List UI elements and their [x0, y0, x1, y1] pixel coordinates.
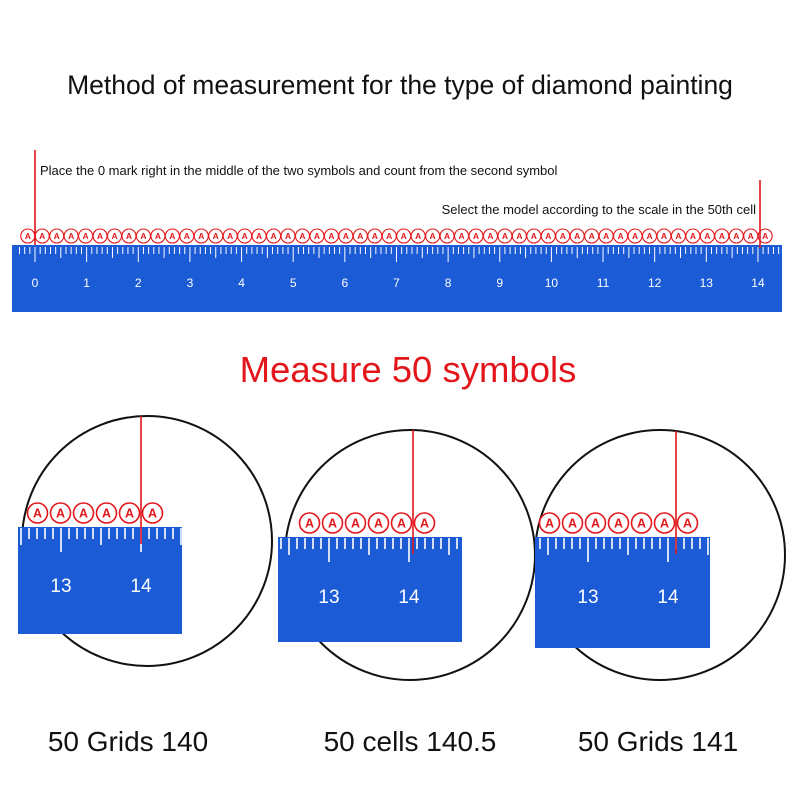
a-symbol [744, 229, 758, 243]
symbol-letter: A [53, 231, 60, 242]
symbol-letter: A [574, 231, 581, 242]
symbol-letter: A [284, 231, 292, 242]
symbol-letter: A [32, 506, 43, 521]
symbol-letter: A [747, 231, 754, 242]
a-symbol [93, 229, 107, 243]
instruction-zero-mark: Place the 0 mark right in the middle of the two symbols and count from the second symbol [40, 163, 558, 178]
a-symbol [469, 229, 483, 243]
a-symbol [729, 229, 743, 243]
symbol-letter: A [68, 231, 75, 242]
symbol-letter: A [256, 231, 263, 242]
symbol-letter: A [147, 506, 158, 521]
symbol-letter: A [270, 231, 277, 242]
a-symbol [715, 229, 729, 243]
symbol-letter: A [415, 231, 422, 242]
symbol-letter: A [357, 231, 364, 242]
ruler-label: 4 [238, 276, 245, 290]
symbol-letter: A [198, 231, 205, 242]
symbol-letter: A [636, 516, 647, 531]
a-symbol [353, 229, 367, 243]
symbol-letter: A [313, 231, 321, 242]
a-symbol [512, 229, 526, 243]
zoom-caption-1: 50 Grids 140 [47, 726, 209, 757]
symbol-letter: A [241, 231, 248, 242]
a-symbol [151, 229, 165, 243]
zoom-views [18, 416, 785, 680]
ruler-label: 0 [31, 276, 39, 290]
a-symbol [483, 229, 497, 243]
zoom-symbol [632, 513, 652, 533]
a-symbol [180, 229, 194, 243]
a-symbol [440, 229, 454, 243]
a-symbol [498, 229, 512, 243]
a-symbol [657, 229, 671, 243]
symbol-letter: A [327, 516, 338, 531]
zoom-caption-2: 50 cells 140.5 [323, 726, 497, 757]
zoom-symbol [97, 503, 117, 523]
a-symbol [411, 229, 425, 243]
zoom-symbol [415, 513, 435, 533]
zoom-view-1 [18, 416, 272, 666]
ruler-label: 7 [393, 276, 400, 290]
symbol-letter: A [39, 231, 46, 242]
symbol-letter: A [660, 231, 668, 242]
zoom-symbol [655, 513, 675, 533]
symbol-letter: A [396, 516, 407, 531]
zoom-label: 14 [398, 587, 420, 608]
symbol-letter: A [400, 231, 407, 242]
zoom-symbol [300, 513, 320, 533]
a-symbol [238, 229, 252, 243]
symbol-letter: A [682, 516, 693, 531]
symbol-letter: A [458, 231, 465, 242]
symbol-letter: A [96, 231, 104, 242]
symbol-letter: A [24, 231, 31, 242]
a-symbol [556, 229, 570, 243]
ruler-label: 5 [289, 276, 297, 290]
a-symbol [368, 229, 382, 243]
symbol-letter: A [675, 231, 682, 242]
a-symbol [252, 229, 266, 243]
symbol-letter: A [545, 231, 552, 242]
symbol-letter: A [183, 231, 190, 242]
a-symbol [108, 229, 122, 243]
a-symbol [426, 229, 440, 243]
symbol-letter: A [101, 506, 112, 521]
a-symbol [324, 229, 338, 243]
symbol-letter: A [544, 516, 555, 531]
zoom-label: 14 [130, 576, 152, 597]
symbol-letter: A [704, 231, 711, 242]
a-symbol [295, 229, 309, 243]
zoom-symbol [51, 503, 71, 523]
a-symbol [614, 229, 628, 243]
a-symbol [64, 229, 78, 243]
a-symbol [223, 229, 237, 243]
zoom-symbol [609, 513, 629, 533]
symbol-letter: A [299, 231, 306, 242]
zoom-view-2 [278, 430, 535, 680]
a-symbol [671, 229, 685, 243]
symbol-letter: A [124, 506, 135, 521]
main-ruler-section [12, 150, 782, 312]
ruler-label: 10 [544, 276, 559, 290]
symbol-letter: A [111, 231, 118, 242]
symbol-letter: A [78, 506, 89, 521]
symbol-letter: A [689, 231, 696, 242]
a-symbol [310, 229, 324, 243]
zoom-symbol [392, 513, 412, 533]
a-symbol [541, 229, 555, 243]
a-symbol [527, 229, 541, 243]
a-symbol [455, 229, 469, 243]
a-symbol [570, 229, 584, 243]
zoom-symbol [143, 503, 163, 523]
ruler-label: 2 [134, 276, 142, 290]
symbol-letter: A [304, 516, 315, 531]
symbol-letter: A [373, 516, 384, 531]
ruler-label: 13 [699, 276, 713, 290]
zoom-symbol [586, 513, 606, 533]
symbol-letter: A [617, 231, 624, 242]
symbol-letter: A [472, 231, 480, 242]
symbol-letter: A [590, 516, 601, 531]
zoom-label: 13 [318, 587, 340, 608]
a-symbol [585, 229, 599, 243]
symbol-letter: A [501, 231, 508, 242]
zoom-symbol [120, 503, 140, 523]
a-symbol [382, 229, 396, 243]
symbol-letter: A [603, 231, 610, 242]
zoom-symbol [369, 513, 389, 533]
zoom-label: 13 [577, 587, 599, 608]
symbol-letter: A [154, 231, 161, 242]
zoom-symbol [563, 513, 583, 533]
symbol-letter: A [140, 231, 147, 242]
a-symbol [397, 229, 411, 243]
zoom-symbol [346, 513, 366, 533]
symbol-letter: A [567, 516, 578, 531]
zoom-ruler [535, 537, 710, 648]
ruler-label: 1 [83, 276, 90, 290]
zoom-ruler [278, 537, 462, 642]
symbol-letter: A [429, 231, 436, 242]
symbol-letter: A [613, 516, 624, 531]
symbol-letter: A [659, 516, 670, 531]
zoom-symbol [74, 503, 94, 523]
section-heading: Measure 50 symbols [239, 349, 577, 390]
page-title: Method of measurement for the type of diamond painting [67, 70, 733, 100]
symbol-letter: A [82, 231, 89, 242]
symbol-letter: A [386, 231, 393, 242]
symbol-letter: A [733, 231, 740, 242]
zoom-symbol [28, 503, 48, 523]
symbol-letter: A [371, 231, 378, 242]
symbol-letter: A [559, 231, 566, 242]
symbol-letter: A [516, 231, 523, 242]
symbol-letter: A [55, 506, 66, 521]
a-symbol [643, 229, 657, 243]
symbol-letter: A [646, 231, 653, 242]
a-symbol [50, 229, 64, 243]
a-symbol [136, 229, 150, 243]
symbol-letter: A [227, 231, 234, 242]
symbol-letter: A [350, 516, 361, 531]
a-symbol [209, 229, 223, 243]
zoom-ruler [18, 527, 182, 634]
zoom-symbol [323, 513, 343, 533]
instruction-fiftieth-cell: Select the model according to the scale in the 50th cell [441, 202, 756, 217]
symbol-letter: A [588, 231, 595, 242]
ruler-label: 12 [648, 276, 662, 290]
a-symbol [281, 229, 295, 243]
symbol-letter: A [762, 231, 769, 242]
symbol-letter: A [212, 231, 219, 242]
a-symbol [339, 229, 353, 243]
symbol-row [21, 229, 772, 243]
symbol-letter: A [487, 231, 494, 242]
zoom-caption-3: 50 Grids 141 [577, 726, 739, 757]
ruler-label: 14 [751, 276, 765, 290]
symbol-letter: A [530, 231, 537, 242]
ruler-label: 6 [341, 276, 349, 290]
a-symbol [35, 229, 49, 243]
symbol-letter: A [328, 231, 335, 242]
symbol-letter: A [419, 516, 430, 531]
ruler-label: 8 [444, 276, 452, 290]
zoom-view-3 [535, 430, 785, 680]
zoom-label: 13 [50, 576, 72, 597]
symbol-letter: A [342, 231, 349, 242]
a-symbol [267, 229, 281, 243]
ruler-label: 3 [186, 276, 194, 290]
symbol-letter: A [718, 231, 725, 242]
a-symbol [700, 229, 714, 243]
symbol-letter: A [444, 231, 451, 242]
a-symbol [122, 229, 136, 243]
a-symbol [21, 229, 35, 243]
zoom-symbol [678, 513, 698, 533]
a-symbol [599, 229, 613, 243]
a-symbol [194, 229, 208, 243]
zoom-label: 14 [657, 587, 679, 608]
a-symbol [628, 229, 642, 243]
symbol-letter: A [125, 231, 133, 242]
a-symbol [165, 229, 179, 243]
symbol-letter: A [631, 231, 639, 242]
a-symbol [686, 229, 700, 243]
ruler-label: 9 [496, 276, 504, 290]
ruler-label: 11 [596, 276, 610, 290]
a-symbol [79, 229, 93, 243]
zoom-symbol [540, 513, 560, 533]
symbol-letter: A [169, 231, 176, 242]
